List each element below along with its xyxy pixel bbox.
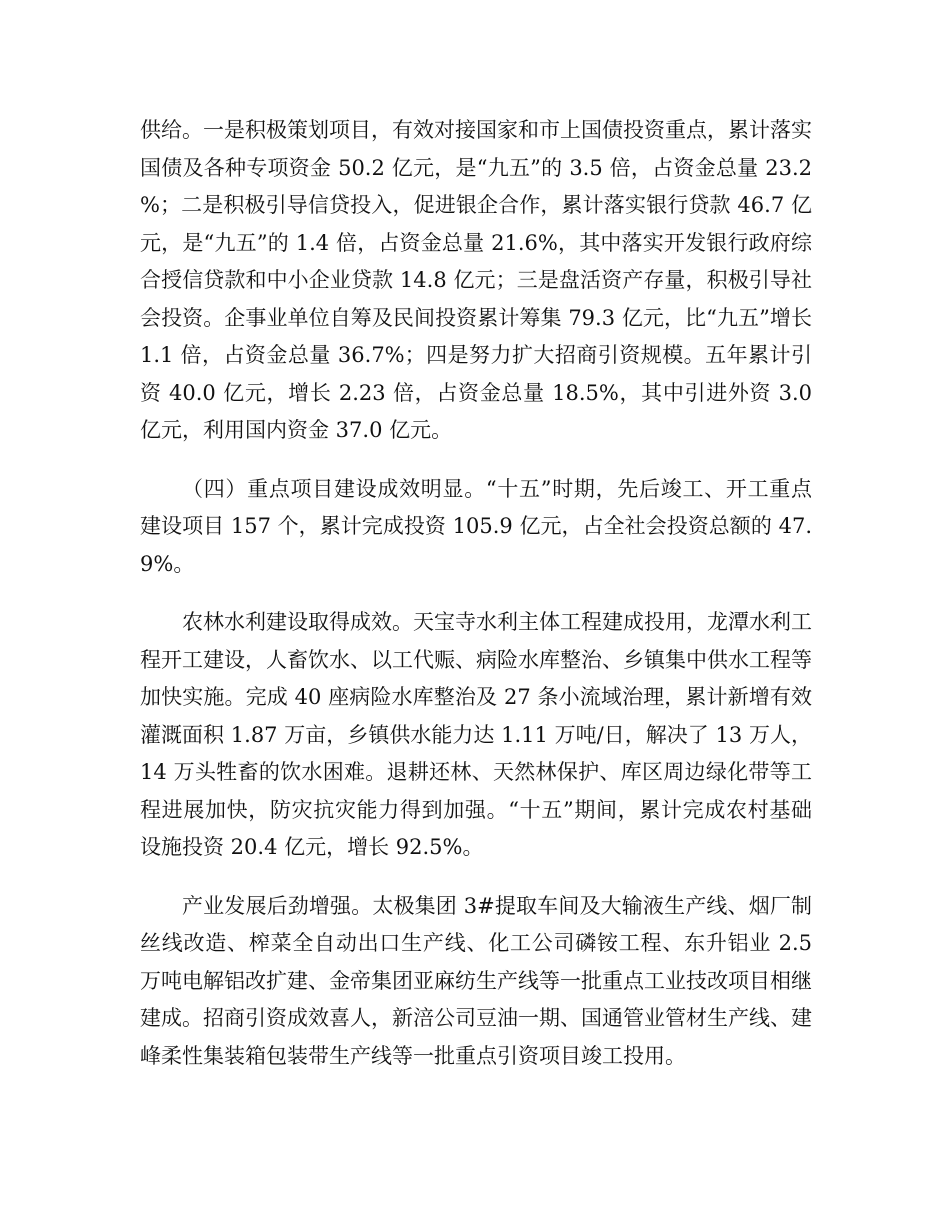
paragraph-key-projects: （四）重点项目建设成效明显。“十五”时期，先后竣工、开工重点建设项目 157 个，累计完成投资 105.9 亿元，占全社会投资总额的 47.9%。 bbox=[140, 476, 812, 576]
paragraph-funding-supply: 供给。一是积极策划项目，有效对接国家和市上国债投资重点，累计落实国债及各种专项资金 50.2 亿元，是“九五”的 3.5 倍，占资金总量 23.2%；二是积极引导信贷投入，促进银企合作，累计落实银行贷款 46.7 亿元，是“九五”的 1.4 倍，占资金总量 21.6%，其中落实开发银行政府综合授信贷款和中小企业贷款 14.8 亿元；三是盘活资产存量，积极引导社会投资。企事业单位自筹及民间投资累计筹集 79.3 亿元，比“九五”增长 1.1 倍，占资金总量 36.7%；四是努力扩大招商引资规模。五年累计引资 40.0 亿元，增长 2.23 倍，占资金总量 18.5%，其中引进外资 3.0 亿元，利用国内资金 37.0 亿元。 bbox=[140, 118, 812, 442]
paragraph-industry-development: 产业发展后劲增强。太极集团 3#提取车间及大输液生产线、烟厂制丝线改造、榨菜全自动出口生产线、化工公司磷铵工程、东升铝业 2.5 万吨电解铝改扩建、金帝集团亚麻纺生产线等一批重点工业技改项目相继建成。招商引资成效喜人，新涪公司豆油一期、国通管业管材生产线、建峰柔性集装箱包装带生产线等一批重点引资项目竣工投用。 bbox=[140, 893, 812, 1068]
document-page bbox=[140, 112, 812, 1075]
paragraph-agriculture-water: 农林水利建设取得成效。天宝寺水利主体工程建成投用，龙潭水利工程开工建设，人畜饮水、以工代赈、病险水库整治、乡镇集中供水工程等加快实施。完成 40 座病险水库整治及 27 条小流域治理，累计新增有效灌溉面积 1.87 万亩，乡镇供水能力达 1.11 万吨/日，解决了 13 万人，14 万头牲畜的饮水困难。退耕还林、天然林保护、库区周边绿化带等工程进展加快，防灾抗灾能力得到加强。“十五”期间，累计完成农村基础设施投资 20.4 亿元，增长 92.5%。 bbox=[140, 610, 812, 859]
